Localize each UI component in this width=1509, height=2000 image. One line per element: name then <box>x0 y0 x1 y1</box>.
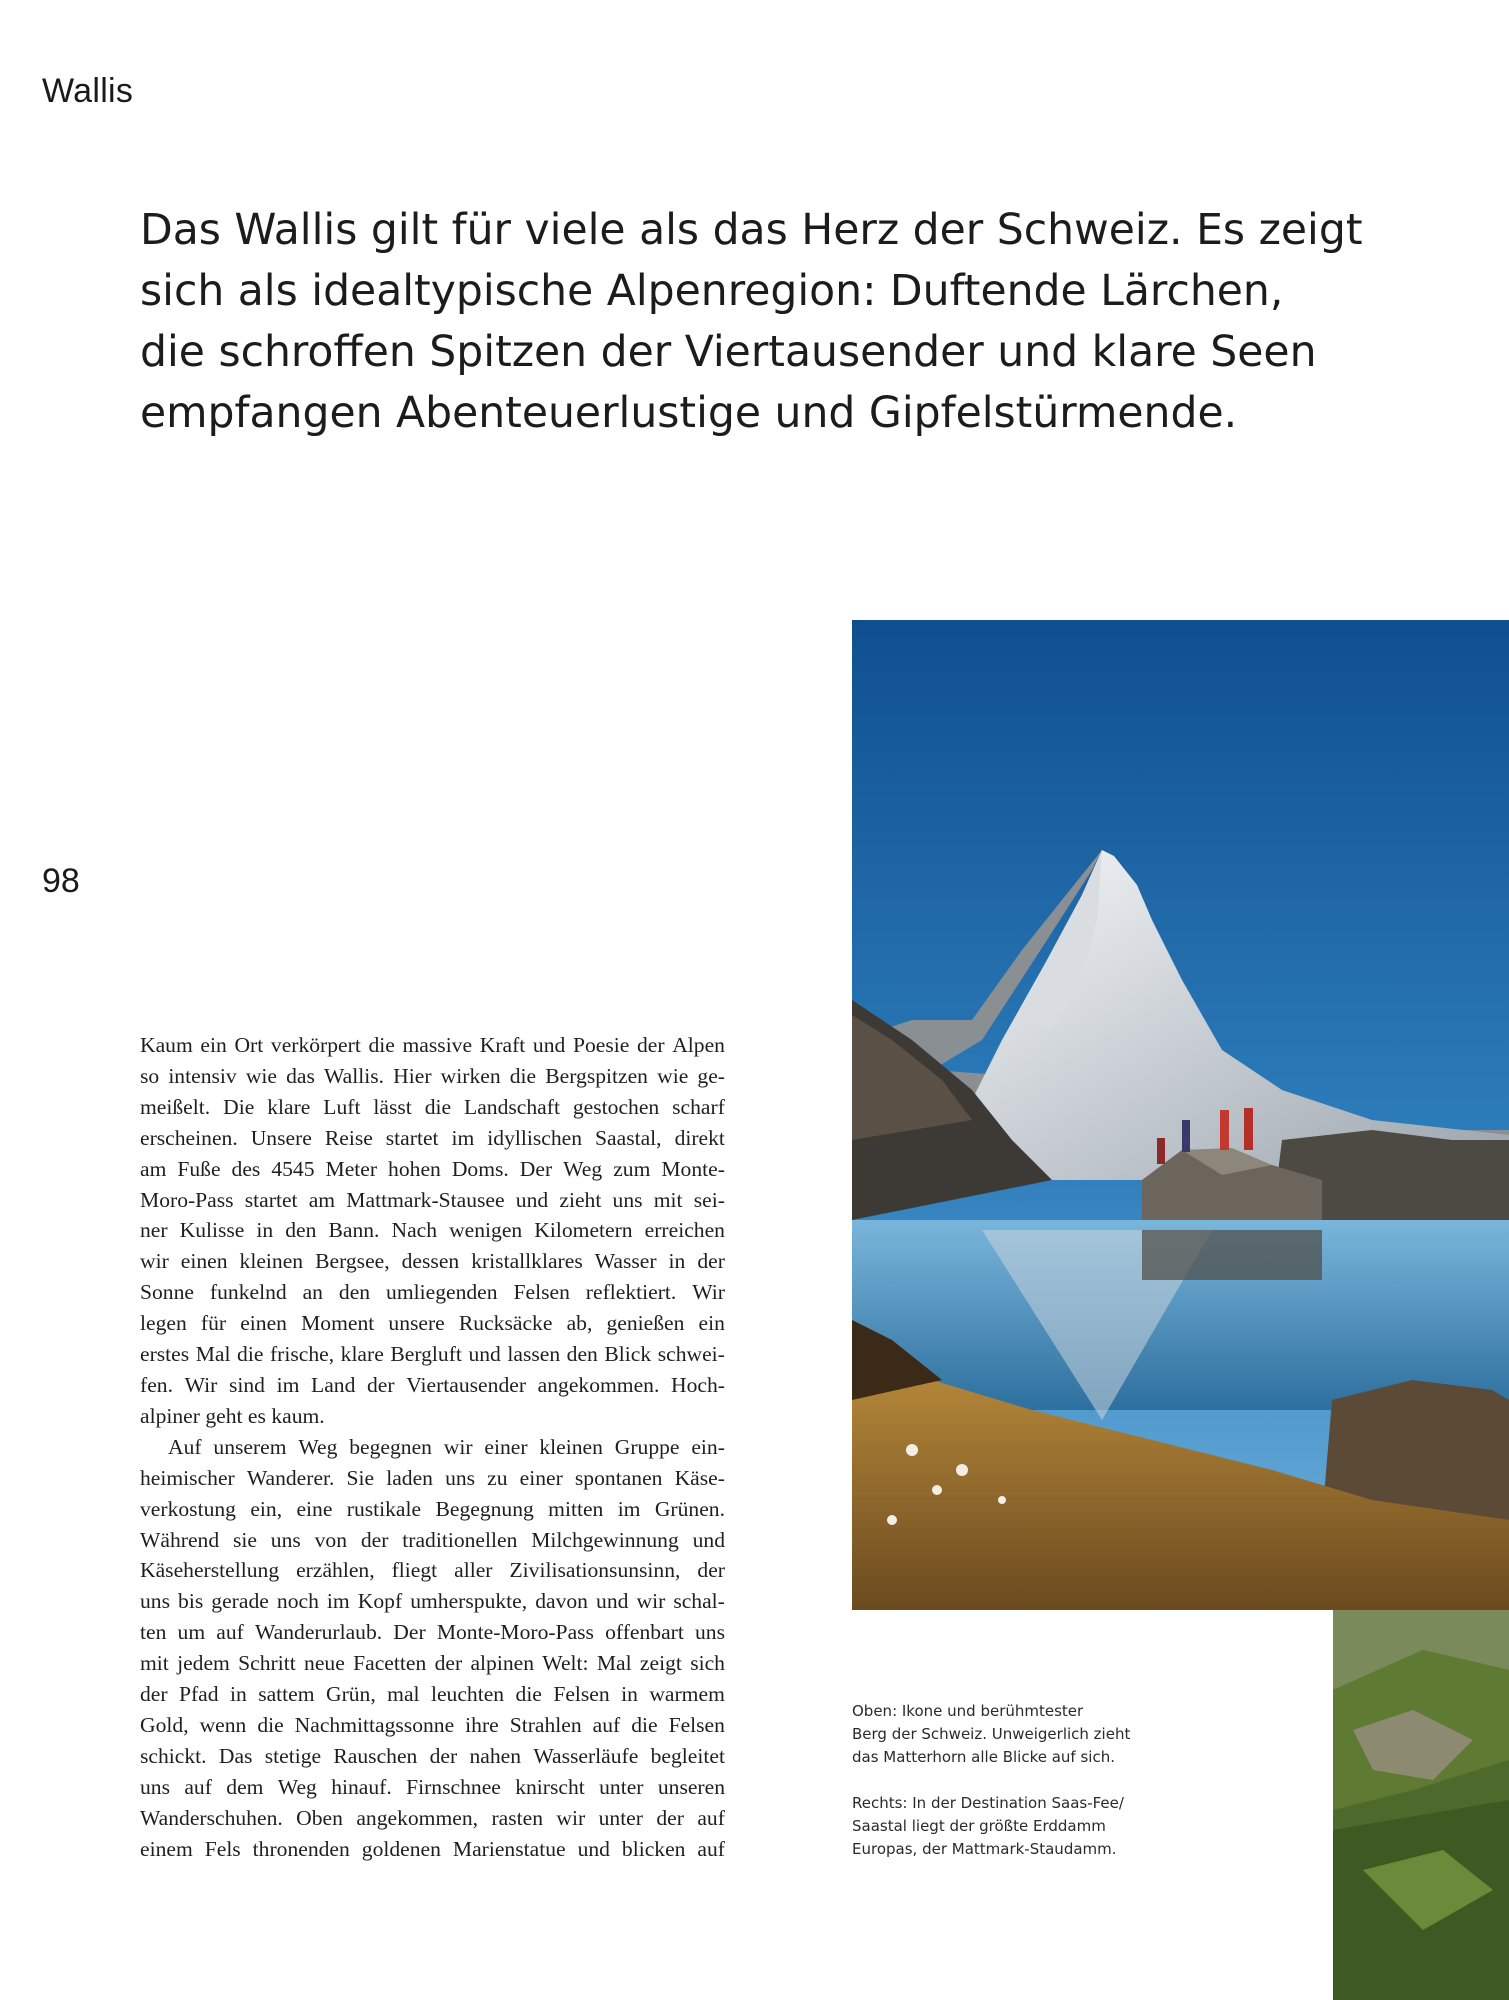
caption-line: Rechts: In der Destination Saas-Fee/ <box>852 1794 1124 1812</box>
page-number: 98 <box>42 862 80 900</box>
body-line: mit jedem Schritt neue Facetten der alpinen Welt: Mal zeigt sich <box>140 1651 725 1676</box>
body-line: fen. Wir sind im Land der Viertausender angekommen. Hoch- <box>140 1372 725 1397</box>
caption-line: Oben: Ikone und berühmtester <box>852 1702 1084 1720</box>
body-line: heimischer Wanderer. Sie laden uns zu einer spontanen Käse- <box>140 1465 725 1490</box>
body-line: ner Kulisse in den Bann. Nach wenigen Kilometern erreichen <box>140 1218 725 1243</box>
caption-right <box>852 1792 1182 1861</box>
caption-line: Europas, der Mattmark-Staudamm. <box>852 1840 1117 1858</box>
body-line: schickt. Das stetige Rauschen der nahen Wasserläufe begleitet <box>140 1743 725 1768</box>
hiker-figure <box>1157 1138 1165 1164</box>
caption-line: Berg der Schweiz. Unweigerlich zieht <box>852 1725 1131 1743</box>
lead-line: Das Wallis gilt für viele als das Herz der Schweiz. Es zeigt <box>140 206 1363 255</box>
body-line: Moro-Pass startet am Mattmark-Stausee und zieht uns mit sei- <box>140 1187 725 1212</box>
body-line: Während sie uns von der traditionellen Milchgewinnung und <box>140 1527 725 1552</box>
body-line: Auf unserem Weg begegnen wir einer kleinen Gruppe ein- <box>168 1434 725 1459</box>
hiker-figure <box>1220 1110 1229 1150</box>
body-line: der Pfad in sattem Grün, mal leuchten die Felsen in warmem <box>140 1682 725 1707</box>
body-line: so intensiv wie das Wallis. Hier wirken die Bergspitzen wie ge- <box>140 1063 725 1088</box>
hiker-figure <box>1244 1108 1253 1150</box>
caption-line: das Matterhorn alle Blicke auf sich. <box>852 1748 1115 1766</box>
body-line: erstes Mal die frische, klare Bergluft und lassen den Blick schwei- <box>140 1342 725 1367</box>
caption-line: Saastal liegt der größte Erddamm <box>852 1817 1106 1835</box>
body-line: wir einen kleinen Bergsee, dessen kristallklares Wasser in der <box>140 1249 725 1274</box>
body-line: uns auf dem Weg hinauf. Firnschnee knirscht unter unseren <box>140 1774 725 1799</box>
body-line: einem Fels thronenden goldenen Marienstatue und blicken auf <box>140 1836 725 1861</box>
body-line: ten um auf Wanderurlaub. Der Monte-Moro-Pass offenbart uns <box>140 1620 725 1645</box>
body-line: Wanderschuhen. Oben angekommen, rasten wir unter der auf <box>140 1805 725 1830</box>
caption-top <box>852 1700 1182 1769</box>
body-line: erscheinen. Unsere Reise startet im idyllischen Saastal, direkt <box>140 1125 725 1150</box>
body-line: legen für einen Moment unsere Rucksäcke ab, genießen ein <box>140 1311 725 1336</box>
lead-line: sich als idealtypische Alpenregion: Duftende Lärchen, <box>140 267 1284 316</box>
lead-line: empfangen Abenteuerlustige und Gipfelstürmende. <box>140 389 1238 438</box>
body-line: Gold, wenn die Nachmittagssonne ihre Strahlen auf die Felsen <box>140 1712 725 1737</box>
body-line: meißelt. Die klare Luft lässt die Landschaft gestochen scharf <box>140 1094 725 1119</box>
body-line: alpiner geht es kaum. <box>140 1403 325 1428</box>
body-line: uns bis gerade noch im Kopf umherspukte, davon und wir schal- <box>140 1589 725 1614</box>
hiker-figure <box>1182 1120 1190 1152</box>
body-line: verkostung ein, eine rustikale Begegnung mitten im Grünen. <box>140 1496 725 1521</box>
matterhorn-photo <box>852 620 1509 1610</box>
mattmark-photo <box>1333 1610 1509 2000</box>
body-line: Käseherstellung erzählen, fliegt aller Zivilisationsunsinn, der <box>140 1558 725 1583</box>
body-line: am Fuße des 4545 Meter hohen Doms. Der Weg zum Monte- <box>140 1156 725 1181</box>
body-line: Sonne funkelnd an den umliegenden Felsen reflektiert. Wir <box>140 1280 725 1305</box>
running-head: Wallis <box>42 72 134 110</box>
lead-line: die schroffen Spitzen der Viertausender und klare Seen <box>140 328 1317 377</box>
body-line: Kaum ein Ort verkörpert die massive Kraft und Poesie der Alpen <box>140 1033 725 1057</box>
photo-captions <box>852 1700 1182 1884</box>
lead-paragraph <box>140 200 1363 444</box>
body-text <box>140 1030 725 1864</box>
